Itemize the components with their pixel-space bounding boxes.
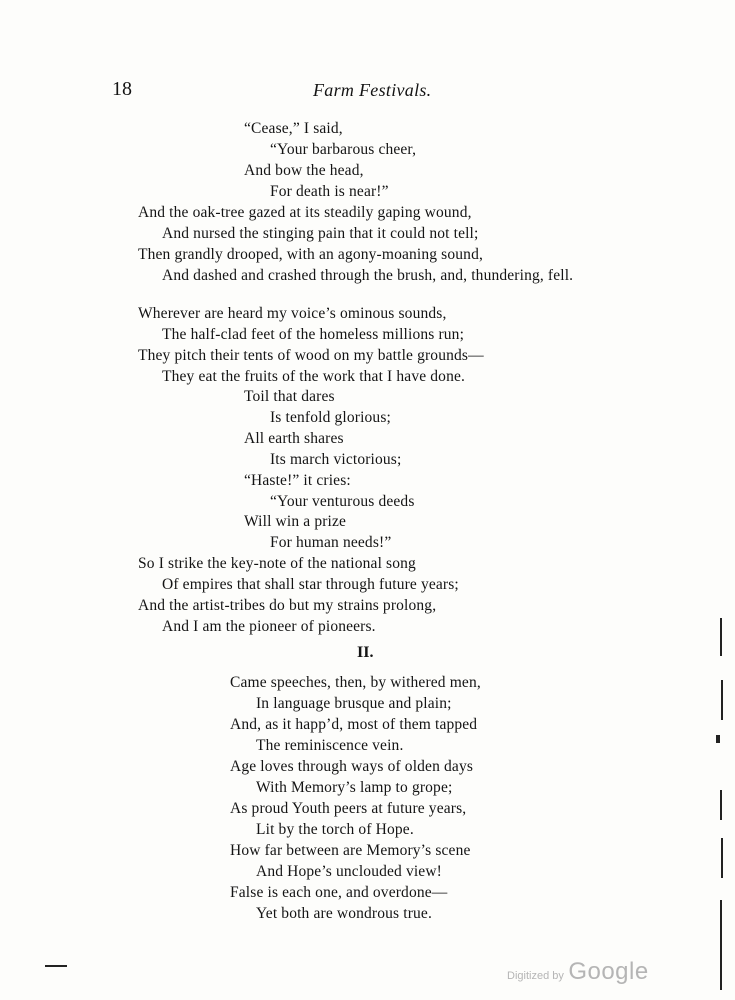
poem-line: And Hope’s unclouded view! <box>256 863 442 880</box>
scan-dash-mark <box>45 965 67 967</box>
poem-line: All earth shares <box>244 430 344 447</box>
poem-line: Toil that dares <box>244 388 335 405</box>
poem-line: And I am the pioneer of pioneers. <box>162 618 376 635</box>
poem-line: With Memory’s lamp to grope; <box>256 779 453 796</box>
poem-line: Then grandly drooped, with an agony-moaning sound, <box>138 246 483 263</box>
poem-line: False is each one, and overdone— <box>230 884 448 901</box>
poem-line: And bow the head, <box>244 162 364 179</box>
scan-edge-mark <box>716 735 720 743</box>
watermark-prefix: Digitized by <box>507 970 564 982</box>
poem-line: The reminiscence vein. <box>256 737 404 754</box>
poem-line: Came speeches, then, by withered men, <box>230 674 481 691</box>
page-number: 18 <box>112 78 132 100</box>
poem-line: For human needs!” <box>270 534 392 551</box>
section-heading: II. <box>357 644 374 661</box>
poem-line: “Your venturous deeds <box>270 493 415 510</box>
poem-line: Lit by the torch of Hope. <box>256 821 414 838</box>
google-wordmark: Google <box>568 958 649 985</box>
scan-edge-mark <box>720 900 722 990</box>
scan-edge-mark <box>720 618 722 656</box>
scan-edge-mark <box>721 838 723 878</box>
poem-line: And, as it happ’d, most of them tapped <box>230 716 478 733</box>
poem-line: Will win a prize <box>244 513 347 530</box>
poem-line: So I strike the key-note of the national song <box>138 555 416 572</box>
poem-line: Wherever are heard my voice’s ominous sounds, <box>138 305 447 322</box>
poem-line: “Cease,” I said, <box>244 120 343 137</box>
poem-line: Its march victorious; <box>270 451 402 468</box>
scan-edge-mark <box>721 680 723 720</box>
poem-line: Of empires that shall star through future years; <box>162 576 459 593</box>
poem-line: The half-clad feet of the homeless millions run; <box>162 326 465 343</box>
poem-line: “Haste!” it cries: <box>244 472 351 489</box>
poem-line: They eat the fruits of the work that I have done. <box>162 368 466 385</box>
poem-line: Age loves through ways of olden days <box>230 758 474 775</box>
poem-line: And the artist-tribes do but my strains prolong, <box>138 597 437 614</box>
poem-line: Yet both are wondrous true. <box>256 905 432 922</box>
poem-line: And nursed the stinging pain that it could not tell; <box>162 225 479 242</box>
poem-line: And the oak-tree gazed at its steadily gaping wound, <box>138 204 472 221</box>
poem-line: How far between are Memory’s scene <box>230 842 471 859</box>
poem-line: “Your barbarous cheer, <box>270 141 417 158</box>
poem-line: For death is near!” <box>270 183 389 200</box>
poem-line: Is tenfold glorious; <box>270 409 391 426</box>
running-title: Farm Festivals. <box>313 80 432 100</box>
poem-line: As proud Youth peers at future years, <box>230 800 467 817</box>
poem-line: And dashed and crashed through the brush, and, thundering, fell. <box>162 267 574 284</box>
poem-line: They pitch their tents of wood on my battle grounds— <box>138 347 484 364</box>
poem-line: In language brusque and plain; <box>256 695 452 712</box>
scan-edge-mark <box>720 790 722 820</box>
digitized-watermark <box>507 958 649 986</box>
